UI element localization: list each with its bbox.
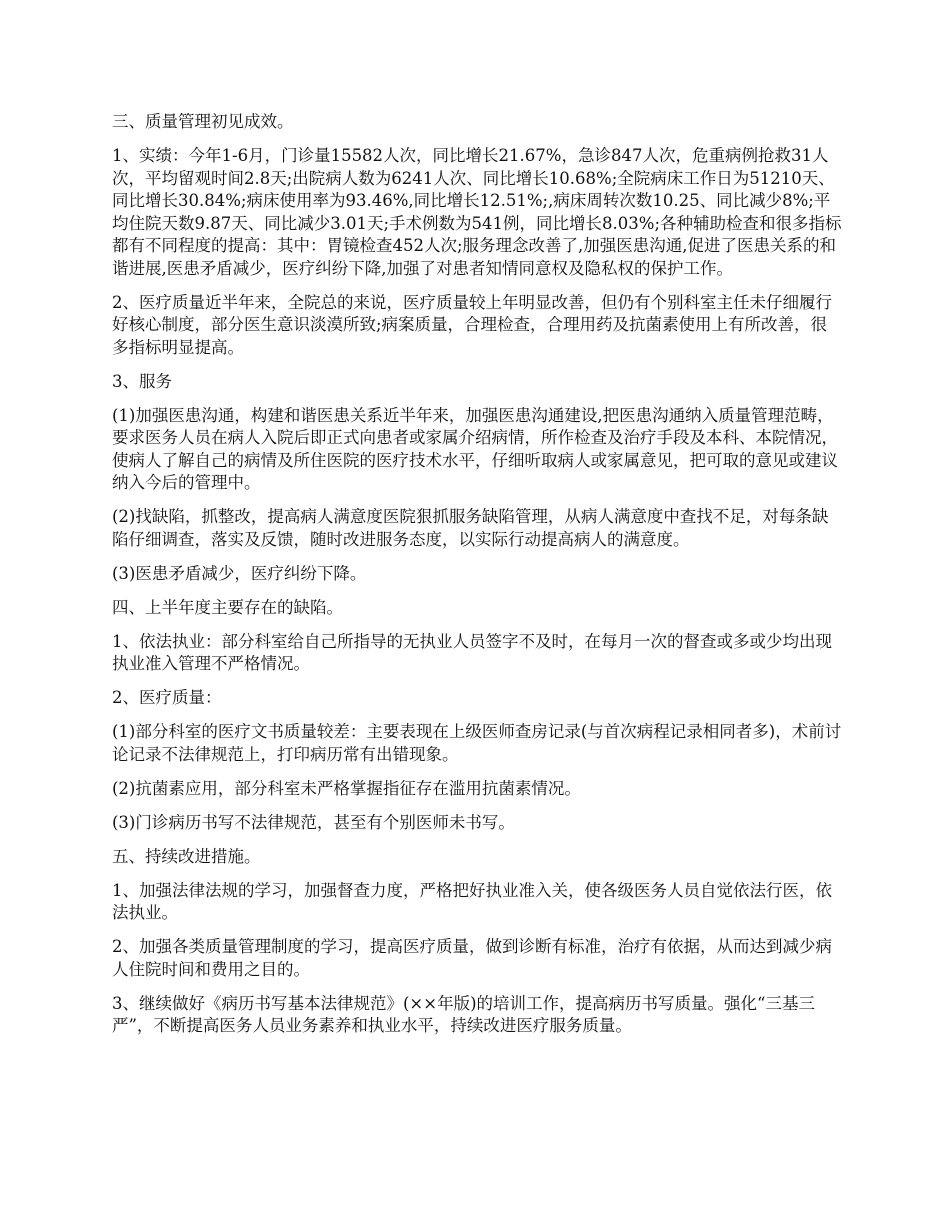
heading-section-4: 四、上半年度主要存在的缺陷。	[112, 597, 343, 617]
paragraph-service-3: (3)医患矛盾减少，医疗纠纷下降。	[112, 563, 367, 583]
paragraph-defect-3: (3)门诊病历书写不法律规范，甚至有个别医师未书写。	[112, 812, 515, 832]
paragraph-legal-practice: 1、依法执业：部分科室给自己所指导的无执业人员签字不及时，在每月一次的督查或多或少均出现执业准入管理不严格情况。	[112, 631, 832, 673]
paragraph-medical-quality: 2、医疗质量近半年来，全院总的来说，医疗质量较上年明显改善，但仍有个别科室主任未仔细履行好核心制度，部分医生意识淡漠所致;病案质量，合理检查，合理用药及抗菌素使用上有所改善，很多指标明显提高。	[112, 292, 832, 357]
paragraph-measure-1: 1、加强法律法规的学习，加强督查力度，严格把好执业准入关，使各级医务人员自觉依法行医，依法执业。	[112, 880, 832, 922]
subheading-medical-quality: 2、医疗质量：	[112, 688, 222, 707]
subheading-service: 3、服务	[112, 371, 172, 391]
paragraph-service-2: (2)找缺陷，抓整改，提高病人满意度医院狠抓服务缺陷管理，从病人满意度中查找不足，对每条缺陷仔细调查，落实及反馈，随时改进服务态度，以实际行动提高病人的满意度。	[112, 507, 829, 549]
document-body	[112, 111, 842, 1049]
paragraph-achievements: 1、实绩：今年1-6月，门诊量15582人次，同比增长21.67%，急诊847人次，危重病例抢救31人次，平均留观时间2.8天;出院病人数为6241人次、同比增长10.68%;全院病床工作日为51210天、同比增长30.84%;病床使用率为93.46%,同比增长12.51%;,病床周转次数10.25、同比减少8%;平均住院天数9.87天、同比减少3.01天;手术例数为541例，同比增长8.03%;各种辅助检查和很多指标都有不同程度的提高：其中：胃镜检查452人次;服务理念改善了,加强医患沟通,促进了医患关系的和谐进展,医患矛盾减少，医疗纠纷下降,加强了对患者知情同意权及隐私权的保护工作。	[112, 146, 842, 278]
paragraph-defect-2: (2)抗菌素应用，部分科室未严格掌握指征存在滥用抗菌素情况。	[112, 778, 581, 798]
heading-section-3: 三、质量管理初见成效。	[112, 112, 294, 131]
paragraph-defect-1: (1)部分科室的医疗文书质量较差：主要表现在上级医师查房记录(与首次病程记录相同者多)，术前讨论记录不法律规范上，打印病历常有出错现象。	[112, 722, 842, 764]
paragraph-measure-2: 2、加强各类质量管理制度的学习，提高医疗质量，做到诊断有标准，治疗有依据，从而达到减少病人住院时间和费用之目的。	[112, 937, 832, 979]
paragraph-service-1: (1)加强医患沟通，构建和谐医患关系近半年来，加强医患沟通建设,把医患沟通纳入质量管理范畴，要求医务人员在病人入院后即正式向患者或家属介绍病情，所作检查及治疗手段及本科、本院情况，使病人了解自己的病情及所住医院的医疗技术水平，仔细听取病人或家属意见，把可取的意见或建议纳入今后的管理中。	[112, 405, 838, 492]
heading-section-5: 五、持续改进措施。	[112, 846, 261, 866]
paragraph-measure-3: 3、继续做好《病历书写基本法律规范》(××年版)的培训工作，提高病历书写质量。强化“三基三严”，不断提高医务人员业务素养和执业水平，持续改进医疗服务质量。	[112, 993, 815, 1035]
